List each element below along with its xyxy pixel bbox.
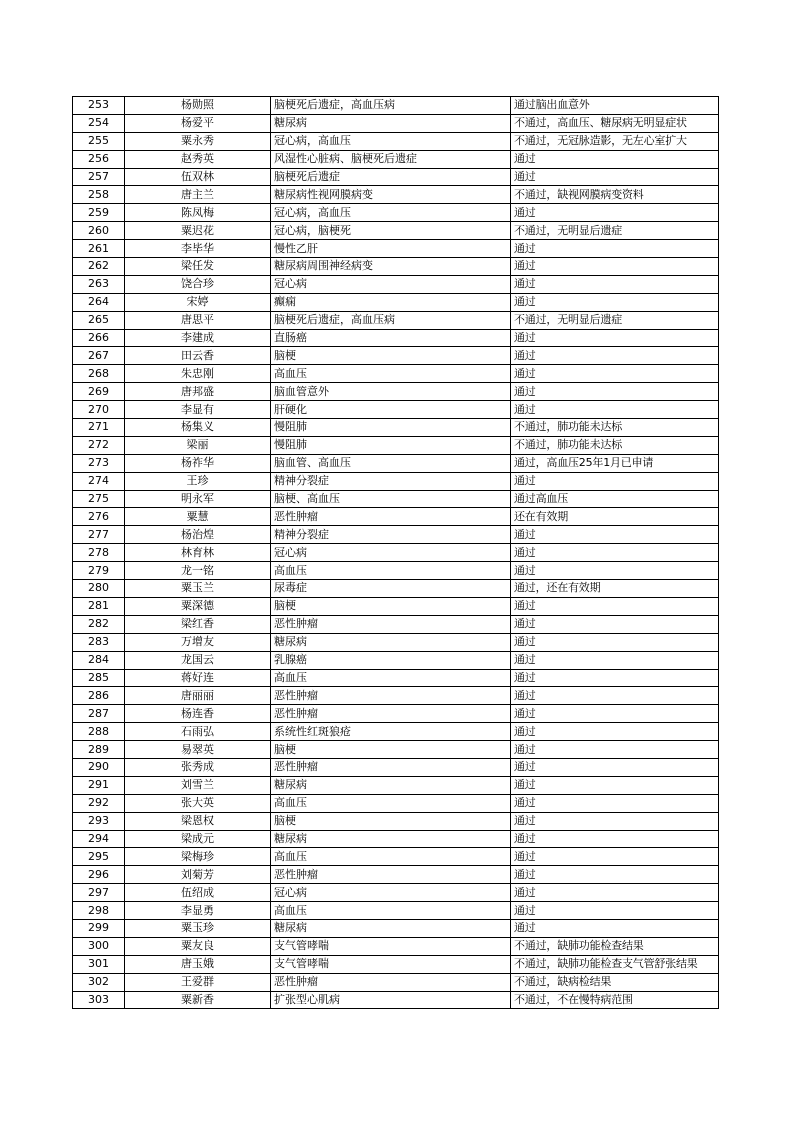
- condition-cell: 肝硬化: [271, 401, 511, 419]
- table-row: [73, 830, 719, 848]
- table-row: [73, 937, 719, 955]
- table-row: [73, 669, 719, 687]
- condition-cell: 精神分裂症: [271, 472, 511, 490]
- row-number: 271: [73, 419, 125, 437]
- condition-cell: 高血压: [271, 562, 511, 580]
- condition-cell: 恶性肿瘤: [271, 508, 511, 526]
- person-name: 唐丽丽: [125, 687, 271, 705]
- person-name: 粟新香: [125, 991, 271, 1009]
- person-name: 万增友: [125, 633, 271, 651]
- review-result: 通过: [511, 401, 719, 419]
- condition-cell: 冠心病: [271, 275, 511, 293]
- person-name: 宋婷: [125, 293, 271, 311]
- review-result: 不通过，缺病检结果: [511, 973, 719, 991]
- row-number: 277: [73, 526, 125, 544]
- review-result: 通过: [511, 258, 719, 276]
- person-name: 唐玉娥: [125, 955, 271, 973]
- table-row: [73, 508, 719, 526]
- person-name: 朱忠刚: [125, 365, 271, 383]
- condition-cell: 冠心病，脑梗死: [271, 222, 511, 240]
- review-result: 通过: [511, 794, 719, 812]
- person-name: 王爱群: [125, 973, 271, 991]
- review-result: 还在有效期: [511, 508, 719, 526]
- review-result: 通过: [511, 204, 719, 222]
- condition-cell: 恶性肿瘤: [271, 866, 511, 884]
- person-name: 石雨弘: [125, 723, 271, 741]
- row-number: 295: [73, 848, 125, 866]
- person-name: 张大英: [125, 794, 271, 812]
- table-row: [73, 168, 719, 186]
- condition-cell: 糖尿病: [271, 919, 511, 937]
- person-name: 唐主兰: [125, 186, 271, 204]
- person-name: 梁任发: [125, 258, 271, 276]
- review-result: 通过: [511, 758, 719, 776]
- condition-cell: 糖尿病: [271, 633, 511, 651]
- person-name: 唐思平: [125, 311, 271, 329]
- review-result: 不通过，高血压、糖尿病无明显症状: [511, 114, 719, 132]
- condition-cell: 糖尿病性视网膜病变: [271, 186, 511, 204]
- table-row: [73, 132, 719, 150]
- table-row: [73, 848, 719, 866]
- row-number: 300: [73, 937, 125, 955]
- person-name: 杨爱平: [125, 114, 271, 132]
- records-table: [72, 96, 719, 1009]
- row-number: 289: [73, 741, 125, 759]
- condition-cell: 脑梗: [271, 347, 511, 365]
- condition-cell: 风湿性心脏病、脑梗死后遗症: [271, 150, 511, 168]
- row-number: 301: [73, 955, 125, 973]
- row-number: 296: [73, 866, 125, 884]
- review-result: 不通过，缺肺功能检查结果: [511, 937, 719, 955]
- review-result: 不通过，不在慢特病范围: [511, 991, 719, 1009]
- table-row: [73, 347, 719, 365]
- row-number: 278: [73, 544, 125, 562]
- row-number: 290: [73, 758, 125, 776]
- person-name: 粟玉珍: [125, 919, 271, 937]
- table-row: [73, 776, 719, 794]
- review-result: 不通过，缺视网膜病变资料: [511, 186, 719, 204]
- person-name: 杨连香: [125, 705, 271, 723]
- review-result: 通过: [511, 347, 719, 365]
- table-row: [73, 275, 719, 293]
- review-result: 通过: [511, 615, 719, 633]
- condition-cell: 脑梗死后遗症: [271, 168, 511, 186]
- table-row: [73, 741, 719, 759]
- row-number: 272: [73, 436, 125, 454]
- condition-cell: 系统性红斑狼疮: [271, 723, 511, 741]
- row-number: 302: [73, 973, 125, 991]
- review-result: 通过: [511, 830, 719, 848]
- review-result: 通过: [511, 562, 719, 580]
- row-number: 288: [73, 723, 125, 741]
- row-number: 299: [73, 919, 125, 937]
- condition-cell: 脑血管、高血压: [271, 454, 511, 472]
- condition-cell: 脑梗死后遗症，高血压病: [271, 97, 511, 115]
- condition-cell: 恶性肿瘤: [271, 615, 511, 633]
- condition-cell: 尿毒症: [271, 580, 511, 598]
- condition-cell: 高血压: [271, 794, 511, 812]
- review-result: 通过: [511, 544, 719, 562]
- condition-cell: 慢阻肺: [271, 436, 511, 454]
- review-result: 通过: [511, 776, 719, 794]
- table-row: [73, 526, 719, 544]
- condition-cell: 恶性肿瘤: [271, 758, 511, 776]
- review-result: 通过: [511, 651, 719, 669]
- condition-cell: 冠心病，高血压: [271, 204, 511, 222]
- row-number: 258: [73, 186, 125, 204]
- person-name: 粟永秀: [125, 132, 271, 150]
- person-name: 李建成: [125, 329, 271, 347]
- person-name: 刘菊芳: [125, 866, 271, 884]
- row-number: 273: [73, 454, 125, 472]
- person-name: 伍绍成: [125, 884, 271, 902]
- table-row: [73, 97, 719, 115]
- table-row: [73, 919, 719, 937]
- condition-cell: 脑梗: [271, 812, 511, 830]
- table-row: [73, 472, 719, 490]
- person-name: 田云香: [125, 347, 271, 365]
- table-row: [73, 454, 719, 472]
- review-result: 通过: [511, 669, 719, 687]
- review-result: 不通过，无冠脉造影，无左心室扩大: [511, 132, 719, 150]
- table-row: [73, 723, 719, 741]
- row-number: 270: [73, 401, 125, 419]
- row-number: 266: [73, 329, 125, 347]
- review-result: 通过，还在有效期: [511, 580, 719, 598]
- review-result: 通过: [511, 866, 719, 884]
- row-number: 291: [73, 776, 125, 794]
- person-name: 粟深德: [125, 597, 271, 615]
- row-number: 298: [73, 902, 125, 920]
- condition-cell: 直肠癌: [271, 329, 511, 347]
- row-number: 267: [73, 347, 125, 365]
- row-number: 283: [73, 633, 125, 651]
- person-name: 李毕华: [125, 240, 271, 258]
- condition-cell: 冠心病: [271, 884, 511, 902]
- table-row: [73, 705, 719, 723]
- review-result: 通过: [511, 365, 719, 383]
- review-result: 通过，高血压25年1月已申请: [511, 454, 719, 472]
- condition-cell: 脑梗死后遗症，高血压病: [271, 311, 511, 329]
- row-number: 282: [73, 615, 125, 633]
- review-result: 通过: [511, 168, 719, 186]
- review-result: 通过: [511, 275, 719, 293]
- condition-cell: 糖尿病: [271, 114, 511, 132]
- review-result: 不通过，缺肺功能检查支气管舒张结果: [511, 955, 719, 973]
- condition-cell: 恶性肿瘤: [271, 705, 511, 723]
- person-name: 李显勇: [125, 902, 271, 920]
- table-row: [73, 866, 719, 884]
- person-name: 杨治煌: [125, 526, 271, 544]
- review-result: 通过: [511, 687, 719, 705]
- condition-cell: 脑梗、高血压: [271, 490, 511, 508]
- review-result: 通过: [511, 150, 719, 168]
- row-number: 265: [73, 311, 125, 329]
- review-result: 通过: [511, 812, 719, 830]
- row-number: 261: [73, 240, 125, 258]
- table-row: [73, 436, 719, 454]
- review-result: 通过: [511, 383, 719, 401]
- table-row: [73, 991, 719, 1009]
- review-result: 通过: [511, 848, 719, 866]
- person-name: 杨祚华: [125, 454, 271, 472]
- table-row: [73, 204, 719, 222]
- condition-cell: 高血压: [271, 902, 511, 920]
- condition-cell: 支气管哮喘: [271, 955, 511, 973]
- review-result: 通过: [511, 240, 719, 258]
- condition-cell: 高血压: [271, 365, 511, 383]
- condition-cell: 高血压: [271, 848, 511, 866]
- table-row: [73, 633, 719, 651]
- row-number: 293: [73, 812, 125, 830]
- row-number: 297: [73, 884, 125, 902]
- row-number: 292: [73, 794, 125, 812]
- row-number: 255: [73, 132, 125, 150]
- person-name: 杨勋照: [125, 97, 271, 115]
- row-number: 262: [73, 258, 125, 276]
- row-number: 279: [73, 562, 125, 580]
- row-number: 263: [73, 275, 125, 293]
- row-number: 274: [73, 472, 125, 490]
- review-result: 通过脑出血意外: [511, 97, 719, 115]
- table-row: [73, 365, 719, 383]
- person-name: 伍双林: [125, 168, 271, 186]
- table-row: [73, 401, 719, 419]
- person-name: 梁梅珍: [125, 848, 271, 866]
- person-name: 粟友良: [125, 937, 271, 955]
- table-row: [73, 597, 719, 615]
- table-row: [73, 884, 719, 902]
- table-row: [73, 544, 719, 562]
- table-row: [73, 812, 719, 830]
- table-row: [73, 293, 719, 311]
- condition-cell: 脑血管意外: [271, 383, 511, 401]
- table-row: [73, 973, 719, 991]
- row-number: 276: [73, 508, 125, 526]
- review-result: 通过: [511, 329, 719, 347]
- condition-cell: 恶性肿瘤: [271, 687, 511, 705]
- review-result: 通过: [511, 741, 719, 759]
- condition-cell: 糖尿病: [271, 830, 511, 848]
- table-row: [73, 258, 719, 276]
- row-number: 275: [73, 490, 125, 508]
- condition-cell: 恶性肿瘤: [271, 973, 511, 991]
- review-result: 通过: [511, 884, 719, 902]
- person-name: 梁成元: [125, 830, 271, 848]
- row-number: 253: [73, 97, 125, 115]
- review-result: 不通过，肺功能未达标: [511, 436, 719, 454]
- condition-cell: 慢性乙肝: [271, 240, 511, 258]
- review-result: 不通过，无明显后遗症: [511, 311, 719, 329]
- row-number: 285: [73, 669, 125, 687]
- row-number: 260: [73, 222, 125, 240]
- records-table-body: [73, 97, 719, 1009]
- table-row: [73, 794, 719, 812]
- review-result: 通过: [511, 919, 719, 937]
- person-name: 明永军: [125, 490, 271, 508]
- row-number: 264: [73, 293, 125, 311]
- review-result: 通过: [511, 723, 719, 741]
- person-name: 粟玉兰: [125, 580, 271, 598]
- table-row: [73, 651, 719, 669]
- condition-cell: 冠心病: [271, 544, 511, 562]
- table-row: [73, 240, 719, 258]
- condition-cell: 癫痫: [271, 293, 511, 311]
- table-row: [73, 490, 719, 508]
- condition-cell: 精神分裂症: [271, 526, 511, 544]
- condition-cell: 支气管哮喘: [271, 937, 511, 955]
- person-name: 梁恩权: [125, 812, 271, 830]
- table-row: [73, 329, 719, 347]
- review-result: 通过: [511, 526, 719, 544]
- table-row: [73, 114, 719, 132]
- condition-cell: 脑梗: [271, 741, 511, 759]
- condition-cell: 脑梗: [271, 597, 511, 615]
- row-number: 257: [73, 168, 125, 186]
- row-number: 287: [73, 705, 125, 723]
- table-row: [73, 383, 719, 401]
- person-name: 蒋好连: [125, 669, 271, 687]
- person-name: 饶合珍: [125, 275, 271, 293]
- table-row: [73, 222, 719, 240]
- person-name: 李显有: [125, 401, 271, 419]
- condition-cell: 冠心病，高血压: [271, 132, 511, 150]
- table-row: [73, 615, 719, 633]
- row-number: 254: [73, 114, 125, 132]
- condition-cell: 慢阻肺: [271, 419, 511, 437]
- table-row: [73, 902, 719, 920]
- person-name: 梁丽: [125, 436, 271, 454]
- table-row: [73, 955, 719, 973]
- person-name: 刘雪兰: [125, 776, 271, 794]
- condition-cell: 扩张型心肌病: [271, 991, 511, 1009]
- row-number: 268: [73, 365, 125, 383]
- row-number: 284: [73, 651, 125, 669]
- row-number: 281: [73, 597, 125, 615]
- person-name: 易翠英: [125, 741, 271, 759]
- person-name: 唐邦盛: [125, 383, 271, 401]
- table-row: [73, 311, 719, 329]
- review-result: 通过: [511, 705, 719, 723]
- table-row: [73, 186, 719, 204]
- person-name: 赵秀英: [125, 150, 271, 168]
- person-name: 粟迟花: [125, 222, 271, 240]
- person-name: 陈凤梅: [125, 204, 271, 222]
- person-name: 林育林: [125, 544, 271, 562]
- row-number: 280: [73, 580, 125, 598]
- person-name: 杨集义: [125, 419, 271, 437]
- table-row: [73, 687, 719, 705]
- table-row: [73, 758, 719, 776]
- table-row: [73, 562, 719, 580]
- review-result: 通过: [511, 597, 719, 615]
- person-name: 粟慧: [125, 508, 271, 526]
- review-result: 不通过，无明显后遗症: [511, 222, 719, 240]
- row-number: 256: [73, 150, 125, 168]
- review-result: 通过: [511, 293, 719, 311]
- row-number: 259: [73, 204, 125, 222]
- row-number: 294: [73, 830, 125, 848]
- review-result: 通过: [511, 472, 719, 490]
- table-row: [73, 419, 719, 437]
- review-result: 通过高血压: [511, 490, 719, 508]
- person-name: 王珍: [125, 472, 271, 490]
- row-number: 286: [73, 687, 125, 705]
- condition-cell: 糖尿病周围神经病变: [271, 258, 511, 276]
- condition-cell: 高血压: [271, 669, 511, 687]
- person-name: 龙一铭: [125, 562, 271, 580]
- row-number: 269: [73, 383, 125, 401]
- person-name: 张秀成: [125, 758, 271, 776]
- table-row: [73, 150, 719, 168]
- review-result: 通过: [511, 902, 719, 920]
- condition-cell: 乳腺癌: [271, 651, 511, 669]
- person-name: 梁红香: [125, 615, 271, 633]
- table-row: [73, 580, 719, 598]
- person-name: 龙国云: [125, 651, 271, 669]
- review-result: 不通过，肺功能未达标: [511, 419, 719, 437]
- row-number: 303: [73, 991, 125, 1009]
- condition-cell: 糖尿病: [271, 776, 511, 794]
- review-result: 通过: [511, 633, 719, 651]
